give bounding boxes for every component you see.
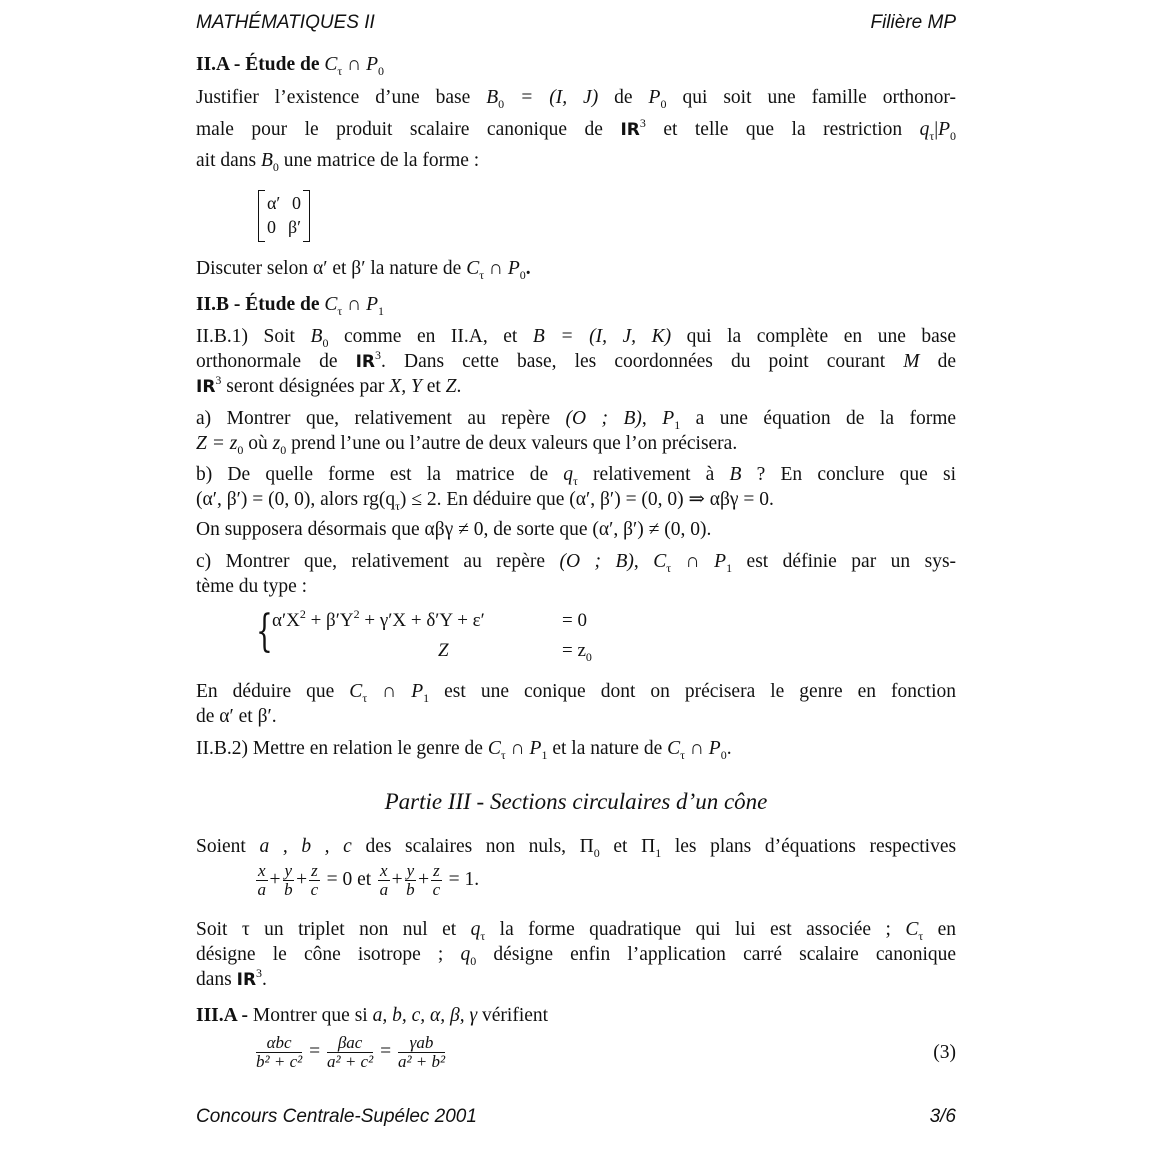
equation-number: (3)	[933, 1042, 956, 1063]
heading-IIA: II.A - Étude de $C_\tau$ ∩ $P_0$	[196, 54, 385, 78]
III-line-3: désigne le cône isotrope ; $q_0$ désigne enfin l’application carré scalaire canonique	[196, 944, 957, 968]
header-subject: MATHÉMATIQUES II	[196, 12, 375, 33]
IIB1-assume-line: On supposera désormais que αβγ ≠ 0, de sorte que (α′, β′) ≠ (0, 0).	[196, 519, 712, 540]
IIB1-b-line-1: b) De quelle forme est la matrice de $q_\tau$ relativement à B ? En conclure que si	[196, 464, 956, 488]
heading-IIB: II.B - Étude de $C_\tau$ ∩ $P_1$	[196, 294, 385, 318]
heading-IIIA: III.A - Montrer que si a, b, c, α, β, γ vérifient	[196, 1005, 549, 1026]
part-III-title: Partie III - Sections circulaires d’un cône	[384, 789, 768, 814]
header-track: Filière MP	[870, 12, 956, 33]
IIA-line-3: ait dans $B_0$ une matrice de la forme :	[196, 150, 480, 174]
III-line-1: Soient a , b , c des scalaires non nuls, $\Pi_0$ et $\Pi_1$ les plans d’équations respectives	[196, 836, 957, 860]
page-footer	[196, 1106, 956, 1132]
IIB1-line-1: II.B.1) Soit $B_0$ comme en II.A, et B = (I, J, K) qui la complète en une base	[196, 326, 957, 350]
IIB1-line-3: $IR^3$ seront désignées par X, Y et Z.	[196, 373, 462, 397]
IIB1-deduce-line-2: de α′ et β′.	[196, 706, 277, 727]
IIB1-b-line-2: (α′, β′) = (0, 0), alors $rg(q_\tau) \le 2$. En déduire que (α′, β′) = (0, 0) ⇒ αβγ = 0.	[196, 489, 774, 513]
page-header	[196, 12, 956, 38]
IIB1-a-line-2: $Z = z_0$ où $z_0$ prend l’une ou l’autre de deux valeurs que l’on précisera.	[196, 433, 738, 457]
IIA-line-1: Justifier l’existence d’une base $B_0 = (I$, J) de $P_0$ qui soit une famille orthonor-	[196, 87, 957, 111]
IIA-line-4: Discuter selon α′ et β′ la nature de $C_\tau$ ∩ $P_0$.	[196, 258, 531, 282]
plane-equations: $\frac{x}{a}$ + $\frac{y}{b}$ + $\frac{z}{c}$ = 0 et $\frac{x}{a}$ + $\frac{y}{b}$ + $\frac{z}{c}$ = 1.	[257, 861, 480, 899]
IIA-line-2: male pour le produit scalaire canonique de $IR^3$ et telle que la restriction $q_\tau|P_0$	[196, 116, 957, 143]
footer-contest: Concours Centrale-Supélec 2001	[196, 1106, 477, 1127]
IIB1-line-2: orthonormale de $IR^3$. Dans cette base, les coordonnées du point courant M de	[196, 348, 956, 372]
document-page	[196, 0, 956, 1152]
III-line-4: dans $IR^3$.	[196, 966, 267, 990]
IIB2-line: II.B.2) Mettre en relation le genre de $C_\tau$ ∩ $P_1$ et la nature de $C_\tau$ ∩ $P_0$.	[196, 738, 732, 762]
equation-system: { $\alpha'X^2 + \beta'Y^2 + \gamma'X + \delta'Y + \varepsilon'$ = 0 Z = $z_0$	[256, 606, 592, 664]
IIB1-a-line-1: a) Montrer que, relativement au repère (O ; B), $P_1$ a une équation de la forme	[196, 408, 957, 432]
matrix-alpha-beta: α′ 0 0 β′	[258, 190, 310, 240]
III-line-2: Soit τ un triplet non nul et $q_\tau$ la forme quadratique qui lui est associée ; $C_\tau$ en	[196, 919, 957, 943]
footer-page-number: 3/6	[929, 1106, 956, 1127]
IIB1-c-line-2: tème du type :	[196, 576, 308, 597]
IIB1-c-line-1: c) Montrer que, relativement au repère (O ; B), $C_\tau$ ∩ $P_1$ est définie par un sys-	[196, 551, 957, 575]
equation-3: $\frac{\text{αbc}}{\text{b² + c²}}$ = $\frac{\text{βac}}{\text{a² + c²}}$ = $\frac{\text{γab}}{\text{a² + b²}}$	[256, 1033, 446, 1071]
IIB1-deduce-line-1: En déduire que $C_\tau$ ∩ $P_1$ est une conique dont on précisera le genre en fonction	[196, 681, 956, 705]
